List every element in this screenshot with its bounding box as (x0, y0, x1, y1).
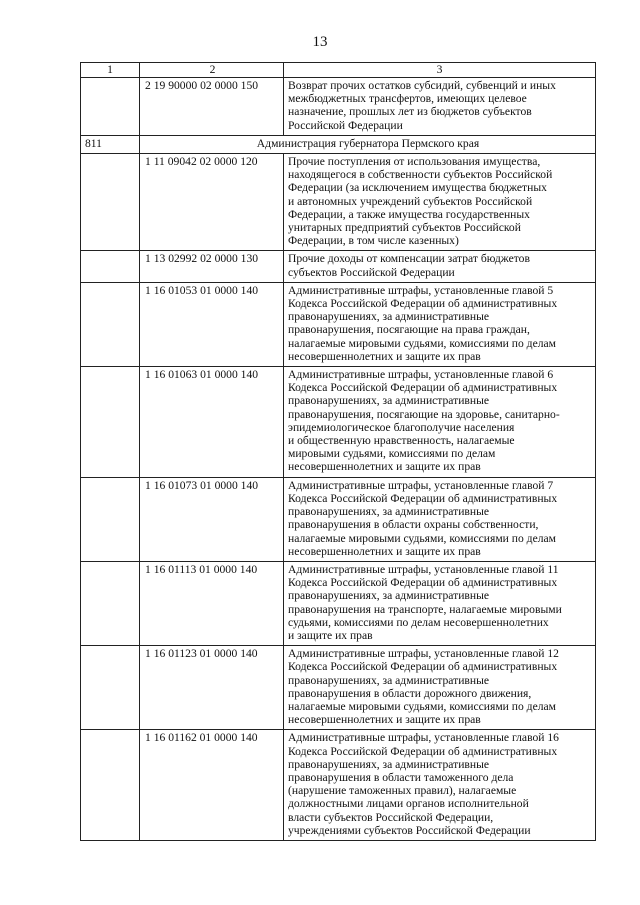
revenue-description-cell: Возврат прочих остатков субсидий, субвенций и иных межбюджетных трансфертов, имеющих целевое назначение, прошлых лет из бюджетов субъектов Российской Федерации (284, 78, 596, 136)
table-row (81, 477, 596, 561)
table-row (81, 367, 596, 478)
table-row (81, 154, 596, 251)
administrator-name-cell: Администрация губернатора Пермского края (140, 135, 596, 153)
table-row (81, 78, 596, 136)
revenue-code-cell: 1 16 01053 01 0000 140 (140, 282, 284, 366)
revenue-description-cell: Административные штрафы, установленные главой 11 Кодекса Российской Федерации об административных правонарушениях, за административные правонарушения на транспорте, налагаемые мировыми судьями, комиссиями по делам несовершеннолетних и защите их прав (284, 561, 596, 645)
table-row (81, 251, 596, 282)
admin-code-cell (81, 251, 140, 282)
column-header-2: 2 (140, 63, 284, 78)
column-header-1: 1 (81, 63, 140, 78)
table-header-row (81, 63, 596, 78)
column-header-3: 3 (284, 63, 596, 78)
administrator-group-row (81, 135, 596, 153)
table-row (81, 730, 596, 841)
revenue-description-cell: Административные штрафы, установленные главой 7 Кодекса Российской Федерации об административных правонарушениях, за административные правонарушения в области охраны собственности, налагаемые мировыми судьями, комиссиями по делам несовершеннолетних и защите их прав (284, 477, 596, 561)
revenue-description-cell: Административные штрафы, установленные главой 5 Кодекса Российской Федерации об административных правонарушениях, за административные правонарушения, посягающие на права граждан, налагаемые мировыми судьями, комиссиями по делам несовершеннолетних и защите их прав (284, 282, 596, 366)
admin-code-cell (81, 477, 140, 561)
admin-code-cell (81, 561, 140, 645)
revenue-description-cell: Прочие поступления от использования имущества, находящегося в собственности субъектов Российской Федерации (за исключением имущества бюджетных и автономных учреждений субъектов Российской Федерации, а также имущества государственных унитарных предприятий субъектов Российской Федерации, в том числе казенных) (284, 154, 596, 251)
admin-code-cell (81, 730, 140, 841)
revenue-code-cell: 1 16 01162 01 0000 140 (140, 730, 284, 841)
table-row (81, 282, 596, 366)
admin-code-cell (81, 646, 140, 730)
revenue-code-cell: 1 16 01113 01 0000 140 (140, 561, 284, 645)
revenue-code-cell: 1 16 01123 01 0000 140 (140, 646, 284, 730)
revenue-description-cell: Административные штрафы, установленные главой 16 Кодекса Российской Федерации об административных правонарушениях, за административные правонарушения в области таможенного дела (нарушение таможенных правил), налагаемые должностными лицами органов исполнительной власти субъектов Российской Федерации, учреждениями субъектов Российской Федерации (284, 730, 596, 841)
revenue-description-cell: Прочие доходы от компенсации затрат бюджетов субъектов Российской Федерации (284, 251, 596, 282)
revenue-code-cell: 1 13 02992 02 0000 130 (140, 251, 284, 282)
page-number: 13 (312, 34, 328, 50)
revenue-code-cell: 2 19 90000 02 0000 150 (140, 78, 284, 136)
admin-code-cell (81, 367, 140, 478)
table-row (81, 561, 596, 645)
revenue-codes-table (80, 62, 596, 841)
revenue-code-cell: 1 16 01073 01 0000 140 (140, 477, 284, 561)
table-row (81, 646, 596, 730)
revenue-code-cell: 1 11 09042 02 0000 120 (140, 154, 284, 251)
admin-code-cell (81, 78, 140, 136)
admin-code-cell (81, 154, 140, 251)
admin-code-cell (81, 282, 140, 366)
revenue-code-cell: 1 16 01063 01 0000 140 (140, 367, 284, 478)
revenue-description-cell: Административные штрафы, установленные главой 12 Кодекса Российской Федерации об административных правонарушениях, за административные правонарушения в области дорожного движения, налагаемые мировыми судьями, комиссиями по делам несовершеннолетних и защите их прав (284, 646, 596, 730)
revenue-description-cell: Административные штрафы, установленные главой 6 Кодекса Российской Федерации об административных правонарушениях, за административные правонарушения, посягающие на здоровье, санитарно- эпидемиологическое благополучие населения и общественную нравственность, налагаемые мировыми судьями, комиссиями по делам несовершеннолетних и защите их прав (284, 367, 596, 478)
table-body (81, 154, 596, 841)
admin-code-cell: 811 (81, 135, 140, 153)
